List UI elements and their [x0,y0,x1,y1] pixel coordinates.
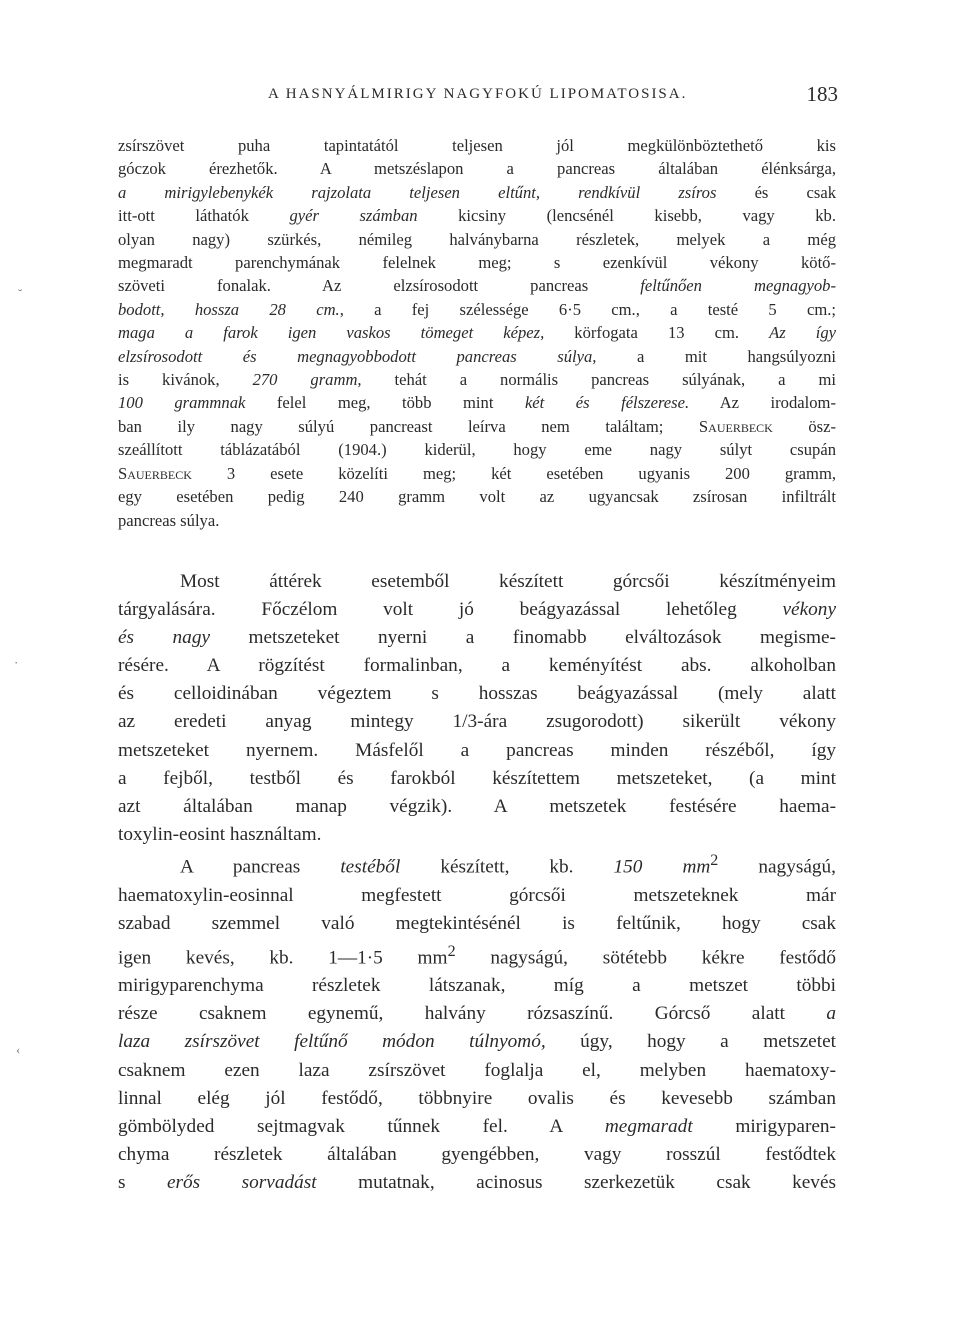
italic-phrase: 100 grammnak [118,393,246,413]
text-line [118,274,836,297]
italic-phrase: testéből [340,856,401,878]
text-line [118,708,836,736]
text-line: szabad szemmel való megtekintésénél is feltűnik, hogy csak [118,912,836,934]
author-name: Sauerbeck [698,416,773,436]
text-run: nagyságú, [718,856,836,878]
text-run: kicsiny (lencsénél kisebb, vagy kb. [417,206,836,226]
text-line: résére. A rögzítést formalinban, a keményítést abs. alkoholban [118,655,836,677]
text-run: gömbölyded sejtmagvak tűnnek fel. A [118,1115,605,1137]
text-run: készített, kb. [400,856,614,878]
text-line: linnal elég jól festődő, többnyire ovalis és kevesebb számban [118,1087,836,1109]
text-line [118,415,836,438]
text-line: Most áttérek esetemből készített górcsői készítményeim [180,571,836,592]
italic-phrase: 270 gramm, [252,370,362,390]
text-run: A pancreas [180,856,341,878]
text-line [118,1169,836,1197]
italic-phrase: maga a farok igen vaskos tömeget képez, [118,323,545,343]
text-run: mirigyparen- [692,1115,836,1137]
text-run: körfogata 13 cm. [544,323,770,343]
text-run: , a fej szélessége 6·5 cm., a testé 5 cm.; [339,299,837,319]
italic-phrase: vékony [782,599,836,621]
text-run: felel meg, több mint [245,393,525,413]
author-name: Sauerbeck [118,463,192,483]
text-run: szöveti fonalak. Az elzsírosodott pancreas [118,276,641,296]
text-run: része csaknem egynemű, halvány rózsaszínű. Górcső alatt [118,1003,827,1025]
text-line [118,462,836,485]
italic-phrase: elzsírosodott és megnagyobbodott pancreas súlya, [118,346,597,366]
italic-phrase: erős sorvadást [166,1171,317,1193]
text-line [118,1028,836,1056]
paragraph-2 [118,568,836,849]
text-run: ban ily nagy súlyú pancreast leírva nem találtam; [118,416,699,436]
italic-phrase: bodott, hossza 28 cm. [118,299,340,319]
text-line: toxylin-eosint használtam. [118,823,322,845]
text-line: egy esetében pedig 240 gramm volt az ugyancsak zsírosan infiltrált [118,487,836,507]
text-line: csaknem ezen laza zsírszövet foglalja el, melyben haematoxy- [118,1059,836,1081]
text-run: nagyságú, sötétebb kékre festődő [455,947,837,969]
page-number: 183 [806,82,838,106]
text-run: is kivánok, [118,370,253,390]
text-run: tehát a normális pancreas súlyának, a mi [361,370,836,390]
text-run: és csak [716,182,836,202]
italic-phrase: a mirigylebenykék rajzolata teljesen eltűnt, rendkívül zsíros [118,182,717,202]
text-line [118,847,836,882]
running-title: A HASNYÁLMIRIGY NAGYFOKÚ LIPOMATOSISA. [268,86,688,102]
text-run: metszeteket nyerni a finomabb elváltozások megisme- [210,627,836,649]
italic-phrase: a [826,1003,836,1025]
paragraph-1 [118,134,836,532]
text-line [118,345,836,368]
text-line: mirigyparenchyma részletek látszanak, míg a metszet többi [118,975,836,997]
text-run: igen kevés, kb. 1—1·5 mm [118,947,448,969]
text-line [118,368,836,391]
margin-mark: · [14,655,19,670]
text-line [118,298,836,321]
text-run: a mit hangsúlyozni [596,346,836,366]
paragraph-3 [118,847,836,1197]
italic-phrase: Az így [769,323,836,343]
text-run: tárgyalására. Főczélom volt jó beágyazással lehetőleg [118,599,783,621]
text-line [118,321,836,344]
text-run: s [118,1171,167,1193]
text-line [118,624,836,652]
text-run: úgy, hogy a metszetet [545,1031,836,1053]
text-line: azt általában manap végzik). A metszetek festésére haema- [118,795,836,817]
text-run: mutatnak, acinosus szerkezetük csak kevés [316,1171,837,1193]
text-run: itt-ott láthatók [118,206,290,226]
italic-phrase: feltűnően megnagyob- [640,276,836,296]
margin-mark: ‹ [16,1042,21,1057]
text-line: góczok érezhetők. A metszéslapon a pancreas általában élénksárga, [118,159,836,179]
margin-mark: ˘ [18,286,23,301]
fraction: 1/3 [452,711,478,733]
italic-phrase: laza zsírszövet feltűnő módon túlnyomó, [118,1031,546,1053]
italic-phrase: és nagy [118,627,211,649]
text-line [118,181,836,204]
text-line [118,1113,836,1141]
text-line [118,1000,836,1028]
text-run: az eredeti anyag mintegy [118,711,453,733]
text-line [118,204,836,227]
text-line: olyan nagy) szürkés, némileg halványbarna részletek, melyek a még [118,229,836,249]
italic-phrase: két és félszerese. [524,393,690,413]
text-line: és celloidinában végeztem s hosszas beágyazással (mely alatt [118,683,836,705]
text-line: zsírszövet puha tapintatától teljesen jól megkülönböztethető kis [118,136,836,155]
text-run: -ára zsugorodott) sikerült vékony [477,711,836,733]
text-line [118,938,836,973]
text-line: megmaradt parenchymának felelnek meg; s ezenkívül vékony kötő- [118,253,836,273]
text-line [118,391,836,414]
superscript: 2 [710,852,719,869]
text-run: 3 esete közelíti meg; két esetében ugyanis 200 gramm, [191,463,836,483]
text-line: haematoxylin-eosinnal megfestett górcsői metszeteknek már [118,884,836,906]
italic-phrase: megmaradt [604,1115,693,1137]
text-line: pancreas súlya. [118,510,220,530]
italic-phrase: 150 mm [613,856,711,878]
text-line: a fejből, testből és farokból készítettem metszeteket, (a mint [118,767,836,789]
text-line: metszeteket nyernem. Másfelől a pancreas minden részéből, így [118,739,836,761]
superscript: 2 [447,942,456,960]
text-line: chyma részletek általában gyengébben, vagy rosszúl festődtek [118,1143,836,1165]
text-run: ösz- [772,416,836,436]
text-line [118,596,836,624]
italic-phrase: gyér számban [289,206,418,226]
page-header [110,82,838,112]
text-line: szeállított táblázatából (1904.) kiderül, hogy eme nagy súlyt csupán [118,440,836,460]
text-run: Az irodalom- [689,393,836,413]
